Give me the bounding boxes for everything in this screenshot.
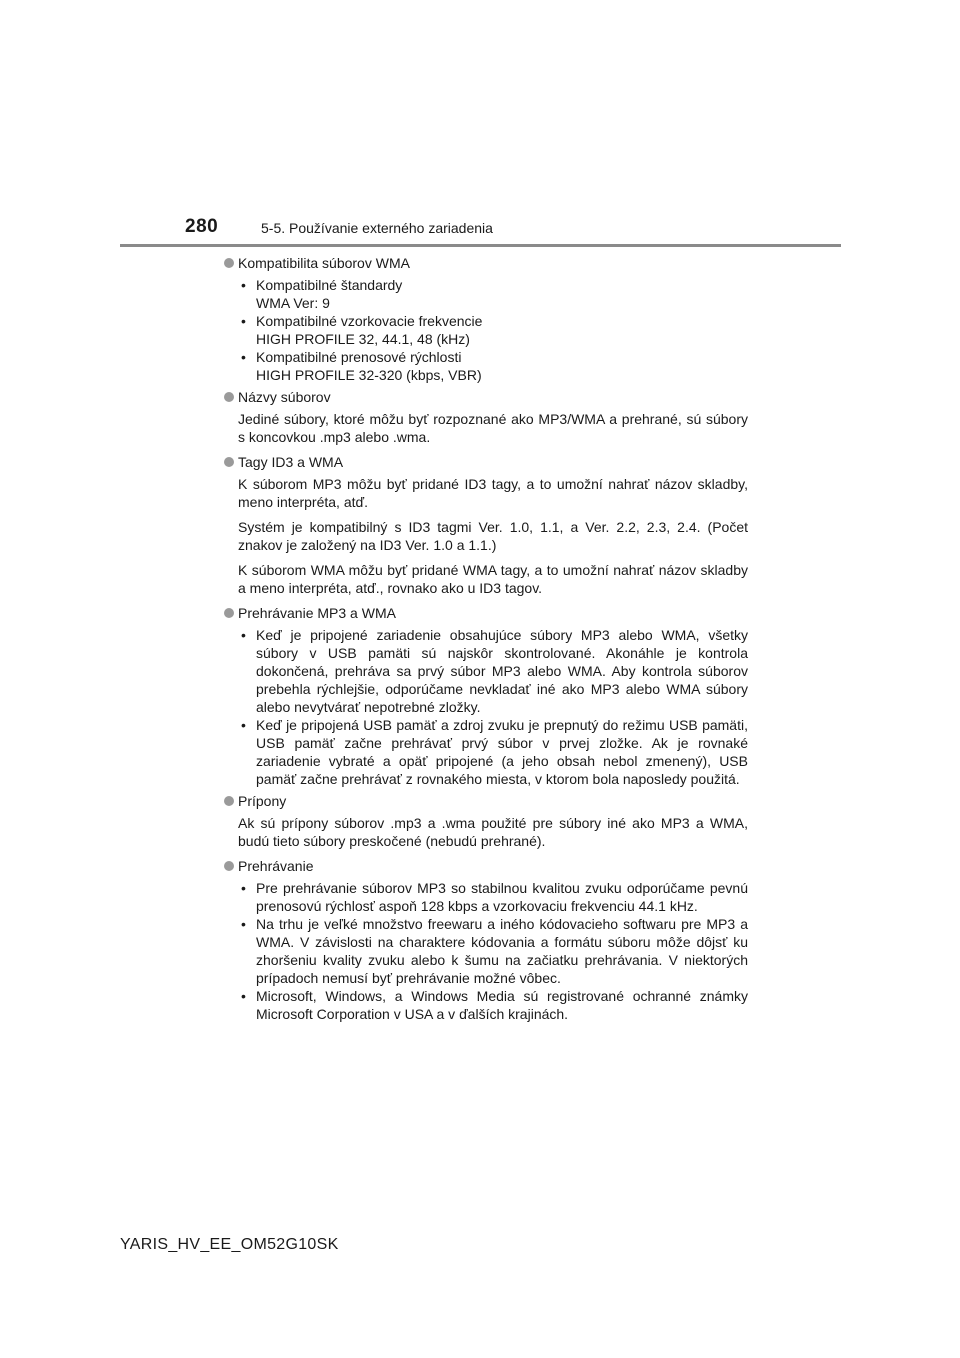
list-item-text: Kompatibilné vzorkovacie frekvencie [256, 313, 483, 329]
bullet-dot-icon [224, 796, 234, 806]
section-heading: Prípony [238, 793, 287, 809]
list-item-text: Kompatibilné prenosové rýchlosti [256, 349, 462, 365]
list-item [224, 348, 748, 366]
page-number: 280 [185, 216, 219, 237]
bullet-mark-icon: • [241, 277, 246, 293]
header-rule [120, 244, 841, 247]
list-item [224, 915, 748, 987]
section-wma-compatibility [224, 254, 748, 384]
paragraph: K súborom WMA môžu byť pridané WMA tagy, a to umožní nahrať názov skladby a meno interpréta, atď., rovnako ako u ID3 tagov. [238, 562, 748, 596]
document-code: YARIS_HV_EE_OM52G10SK [120, 1236, 339, 1253]
bullet-dot-icon [224, 861, 234, 871]
bullet-dot-icon [224, 608, 234, 618]
list-item-text: Kompatibilné štandardy [256, 277, 403, 293]
bullet-mark-icon: • [241, 717, 246, 733]
list-item [224, 987, 748, 1023]
list-item [224, 626, 748, 716]
list-item-text: Keď je pripojená USB pamäť a zdroj zvuku je prepnutý do režimu USB pamäti, USB pamäť začne prehrávať prvý súbor v prvej zložke. Ak je rovnaké zariadenie vybraté a opäť pripojené (a jeho obsah nebol zmenený), USB pamäť začne prehrávať z rovnakého miesta, v ktorom bola naposledy použitá. [256, 717, 748, 787]
bullet-dot-icon [224, 457, 234, 467]
section-heading: Názvy súborov [238, 389, 331, 405]
list-item-detail: HIGH PROFILE 32, 44.1, 48 (kHz) [256, 331, 470, 347]
section-heading: Kompatibilita súborov WMA [238, 255, 410, 271]
bullet-mark-icon: • [241, 916, 246, 932]
bullet-mark-icon: • [241, 988, 246, 1004]
paragraph: Ak sú prípony súborov .mp3 a .wma použité pre súbory iné ako MP3 a WMA, budú tieto súbory preskočené (nebudú prehrané). [238, 815, 748, 849]
bullet-mark-icon: • [241, 313, 246, 329]
list-item-text: Na trhu je veľké množstvo freewaru a iného kódovacieho softwaru pre MP3 a WMA. V závislosti na charaktere kódovania a formátu súboru môže dôjsť ku zhoršeniu kvality zvuku alebo k šumu na začiatku prehrávania. V niektorých prípadoch nemusí byť prehrávanie možné vôbec. [256, 916, 748, 986]
list-item-text: Keď je pripojené zariadenie obsahujúce súbory MP3 alebo WMA, všetky súbory v USB pamäti sú najskôr skontrolované. Akonáhle je kontrola dokončená, prehráva sa prvý súbor MP3 alebo WMA. Aby kontrola súborov prebehla rýchlejšie, odporúčame nevkladať iné ako MP3 alebo WMA súbory alebo nevytvárať nepotrebné zložky. [256, 627, 748, 715]
list-item [224, 312, 748, 330]
section-playback [224, 857, 748, 1023]
list-item-detail: WMA Ver: 9 [256, 295, 330, 311]
bullet-mark-icon: • [241, 627, 246, 643]
paragraph: K súborom MP3 môžu byť pridané ID3 tagy, a to umožní nahrať názov skladby, meno interpréta, atď. [238, 476, 748, 510]
section-extensions [224, 792, 748, 850]
bullet-mark-icon: • [241, 880, 246, 896]
section-heading: Tagy ID3 a WMA [238, 454, 344, 470]
bullet-dot-icon [224, 392, 234, 402]
list-item-text: Pre prehrávanie súborov MP3 so stabilnou kvalitou zvuku odporúčame pevnú prenosovú rýchlosť aspoň 128 kbps a vzorkovaciu frekvenciu 44.1 kHz. [256, 880, 748, 914]
bullet-mark-icon: • [241, 349, 246, 365]
paragraph: Systém je kompatibilný s ID3 tagmi Ver. 1.0, 1.1, a Ver. 2.2, 2.3, 2.4. (Počet znakov je založený na ID3 Ver. 1.0 a 1.1.) [238, 519, 748, 553]
list-item [224, 276, 748, 294]
page-header [0, 216, 960, 246]
paragraph: Jediné súbory, ktoré môžu byť rozpoznané ako MP3/WMA a prehrané, sú súbory s koncovkou .mp3 alebo .wma. [238, 411, 748, 445]
list-item [224, 879, 748, 915]
section-title: 5-5. Používanie externého zariadenia [261, 220, 493, 236]
section-heading: Prehrávanie MP3 a WMA [238, 605, 396, 621]
bullet-dot-icon [224, 258, 234, 268]
section-file-names [224, 388, 748, 446]
list-item-text: Microsoft, Windows, a Windows Media sú registrované ochranné známky Microsoft Corporation v USA a v ďalších krajinách. [256, 988, 748, 1022]
list-item-detail: HIGH PROFILE 32-320 (kbps, VBR) [256, 367, 482, 383]
main-content [224, 254, 748, 1027]
section-mp3-wma-playback [224, 604, 748, 788]
list-item [224, 716, 748, 788]
section-heading: Prehrávanie [238, 858, 314, 874]
section-id3-wma-tags [224, 453, 748, 597]
